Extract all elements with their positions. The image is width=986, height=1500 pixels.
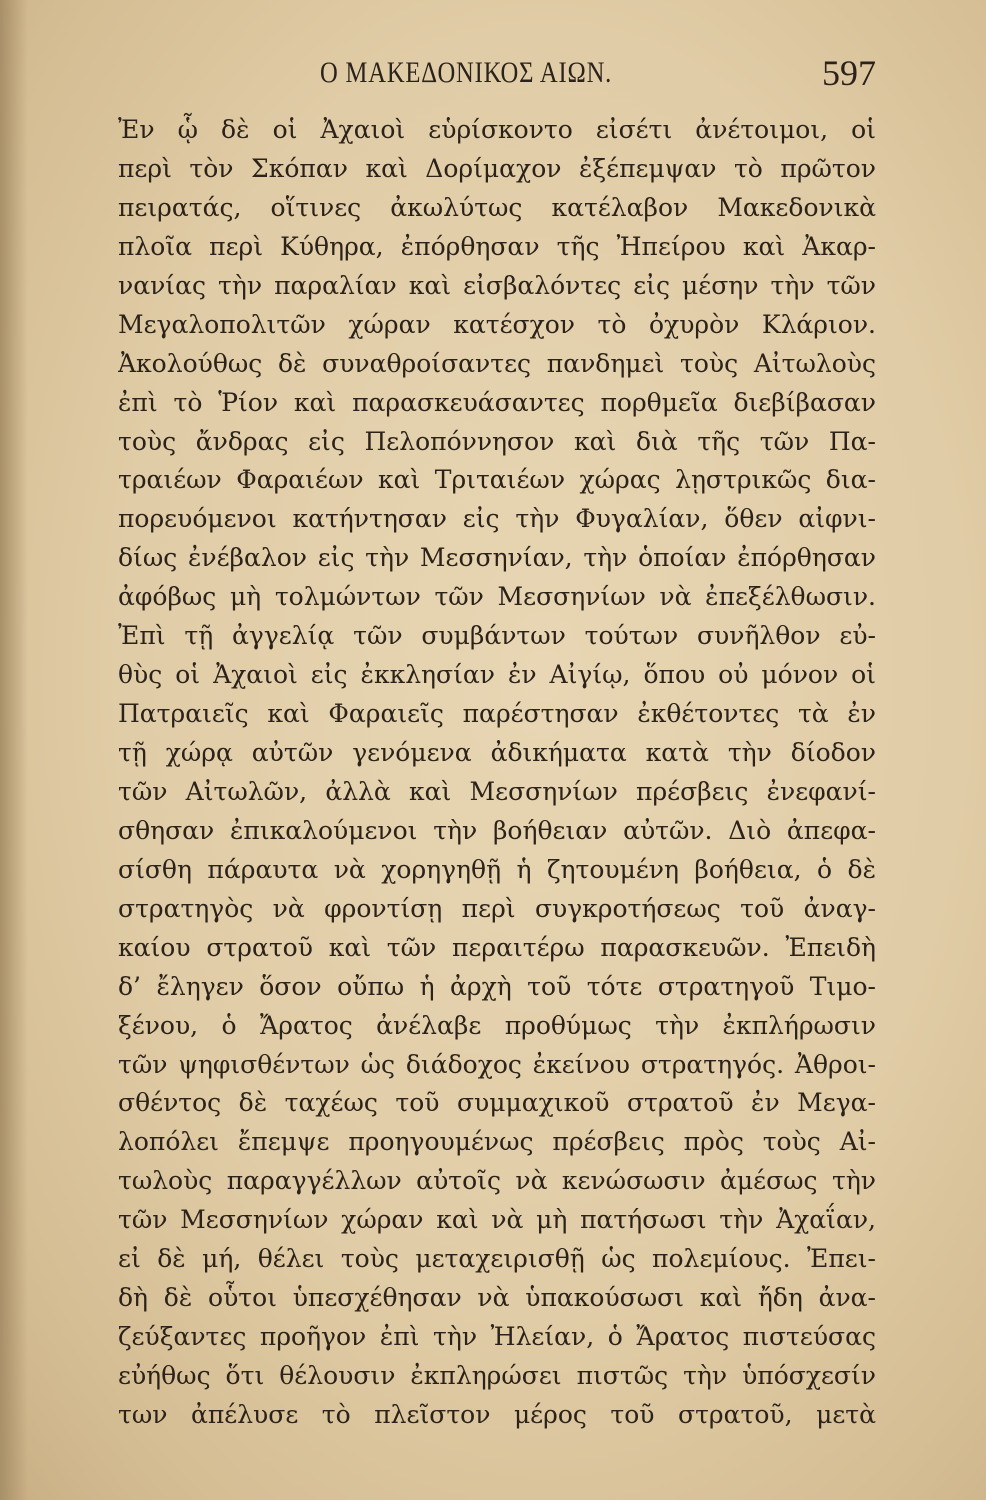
- text-line: δίως ἐνέβαλον εἰς τὴν Μεσσηνίαν, τὴν ὁποίαν ἐπόρθησαν: [118, 543, 876, 573]
- text-line: πλοῖα περὶ Κύθηρα, ἐπόρθησαν τῆς Ἠπείρου καὶ Ἀκαρ-: [118, 231, 876, 261]
- text-line: ἀφόβως μὴ τολμώντων τῶν Μεσσηνίων νὰ ἐπεξέλθωσιν.: [118, 582, 876, 612]
- text-line: στρατηγὸς νὰ φροντίσῃ περὶ συγκροτήσεως τοῦ ἀναγ-: [118, 893, 876, 923]
- text-line: εἰ δὲ μή, θέλει τοὺς μεταχειρισθῇ ὡς πολεμίους. Ἐπει-: [118, 1244, 876, 1274]
- text-line: δὴ δὲ οὗτοι ὑπεσχέθησαν νὰ ὑπακούσωσι καὶ ἤδη ἀνα-: [118, 1283, 876, 1313]
- text-line: σθησαν ἐπικαλούμενοι τὴν βοήθειαν αὐτῶν. Διὸ ἀπεφα-: [118, 815, 876, 845]
- text-line: εὐήθως ὅτι θέλουσιν ἐκπληρώσει πιστῶς τὴν ὑπόσχεσίν: [118, 1361, 876, 1390]
- text-line: τῶν Μεσσηνίων χώραν καὶ νὰ μὴ πατήσωσι τὴν Ἀχαΐαν,: [118, 1205, 876, 1235]
- text-line: ξένου, ὁ Ἄρατος ἀνέλαβε προθύμως τὴν ἐκπλήρωσιν: [118, 1010, 876, 1040]
- text-line: ζεύξαντες προῆγον ἐπὶ τὴν Ἠλείαν, ὁ Ἄρατος πιστεύσας: [118, 1322, 876, 1352]
- text-line: Ἐν ᾧ δὲ οἱ Ἀχαιοὶ εὑρίσκοντο εἰσέτι ἀνέτοιμοι, οἱ: [118, 115, 876, 144]
- page-gutter-shadow: [0, 0, 28, 1500]
- text-line: Μεγαλοπολιτῶν χώραν κατέσχον τὸ ὀχυρὸν Κλάριον.: [118, 309, 876, 339]
- text-line: δ’ ἔληγεν ὅσον οὔπω ἡ ἀρχὴ τοῦ τότε στρατηγοῦ Τιμο-: [118, 971, 876, 1001]
- text-line: Ἀκολούθως δὲ συναθροίσαντες πανδημεὶ τοὺς Αἰτωλοὺς: [118, 348, 876, 378]
- text-line: θὺς οἱ Ἀχαιοὶ εἰς ἐκκλησίαν ἐν Αἰγίῳ, ὅπου οὐ μόνον οἱ: [118, 660, 876, 690]
- text-line: τῶν Αἰτωλῶν, ἀλλὰ καὶ Μεσσηνίων πρέσβεις ἐνεφανί-: [118, 776, 876, 806]
- text-line: τοὺς ἄνδρας εἰς Πελοπόννησον καὶ διὰ τῆς τῶν Πα-: [118, 426, 876, 456]
- text-line: των ἀπέλυσε τὸ πλεῖστον μέρος τοῦ στρατοῦ, μετὰ: [118, 1399, 876, 1429]
- text-line: νανίας τὴν παραλίαν καὶ εἰσβαλόντες εἰς μέσην τὴν τῶν: [118, 270, 876, 300]
- text-line: περὶ τὸν Σκόπαν καὶ Δορίμαχον ἐξέπεμψαν τὸ πρῶτον: [118, 153, 876, 183]
- text-line: τῇ χώρᾳ αὐτῶν γενόμενα ἀδικήματα κατὰ τὴν δίοδον: [118, 738, 876, 767]
- text-line: καίου στρατοῦ καὶ τῶν περαιτέρω παρασκευῶν. Ἐπειδὴ: [118, 932, 876, 962]
- text-line: σίσθη πάραυτα νὰ χορηγηθῇ ἡ ζητουμένη βοήθεια, ὁ δὲ: [118, 854, 876, 884]
- running-title: Ο ΜΑΚΕΔΟΝΙΚΟΣ ΑΙΩΝ.: [320, 56, 613, 89]
- body-text: [118, 111, 876, 1435]
- text-line: σθέντος δὲ ταχέως τοῦ συμμαχικοῦ στρατοῦ ἐν Μεγα-: [118, 1088, 876, 1118]
- page-header: [120, 50, 876, 100]
- text-line: τῶν ψηφισθέντων ὡς διάδοχος ἐκείνου στρατηγός. Ἀθροι-: [118, 1049, 876, 1079]
- text-line: πορευόμενοι κατήντησαν εἰς τὴν Φυγαλίαν, ὅθεν αἰφνι-: [118, 504, 876, 534]
- text-line: τραιέων Φαραιέων καὶ Τριταιέων χώρας λῃστρικῶς δια-: [118, 465, 876, 495]
- page-number: 597: [822, 53, 876, 93]
- text-line: τωλοὺς παραγγέλλων αὐτοῖς νὰ κενώσωσιν ἀμέσως τὴν: [118, 1166, 876, 1196]
- text-line: λοπόλει ἔπεμψε προηγουμένως πρέσβεις πρὸς τοὺς Αἰ-: [118, 1127, 876, 1157]
- text-line: πειρατάς, οἵτινες ἀκωλύτως κατέλαβον Μακεδονικὰ: [118, 192, 876, 222]
- text-line: ἐπὶ τὸ Ῥίον καὶ παρασκευάσαντες πορθμεῖα διεβίβασαν: [118, 387, 876, 417]
- text-line: Ἐπὶ τῇ ἀγγελίᾳ τῶν συμβάντων τούτων συνῆλθον εὐ-: [118, 621, 876, 651]
- text-line: Πατραιεῖς καὶ Φαραιεῖς παρέστησαν ἐκθέτοντες τὰ ἐν: [118, 699, 876, 729]
